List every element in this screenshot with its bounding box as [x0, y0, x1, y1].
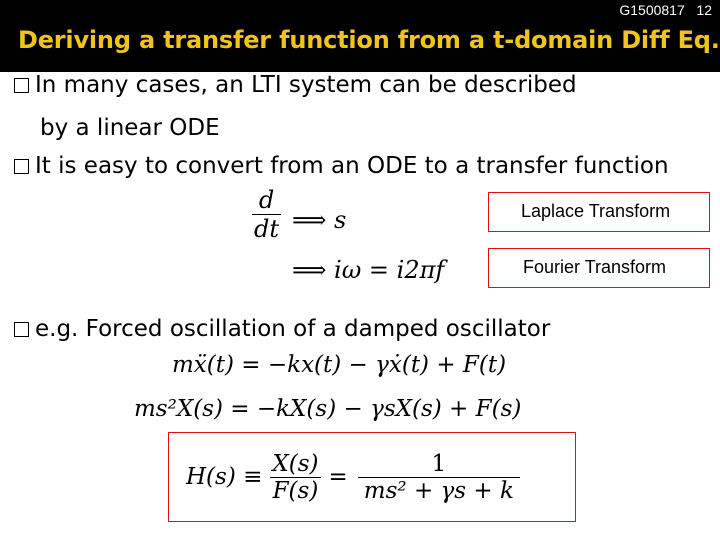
slide-id: G1500817 12: [619, 2, 712, 18]
bullet-3-text: e.g. Forced oscillation of a damped oscillator: [35, 316, 551, 342]
bullet-1-text: In many cases, an LTI system can be described: [35, 72, 577, 98]
tf-denominator: ms² + γs + k: [358, 477, 520, 504]
h-lhs: H(s) ≡: [186, 464, 263, 490]
bullet-box-icon: [14, 78, 29, 93]
xs-numerator: X(s): [272, 450, 319, 477]
one-numerator: 1: [431, 450, 447, 477]
derivative-operator: [252, 186, 281, 243]
bullet-2: [14, 150, 669, 182]
equation-laplace: ms²X(s) = −kX(s) − γsX(s) + F(s): [134, 396, 522, 422]
bullet-box-icon: [14, 322, 29, 337]
bullet-box-icon: [14, 159, 29, 174]
bullet-3: [14, 313, 550, 345]
laplace-label: Laplace Transform: [521, 201, 671, 221]
bullet-2-text: It is easy to convert from an ODE to a transfer function: [35, 153, 669, 179]
fs-denominator: F(s): [270, 477, 320, 504]
arrow-to-iomega: ⟹ iω = i2πf: [292, 256, 445, 284]
fourier-label: Fourier Transform: [523, 257, 667, 277]
dt-denominator: dt: [254, 215, 280, 243]
equation-motion: mẍ(t) = −kx(t) − γẋ(t) + F(t): [172, 352, 507, 378]
arrow-to-s: ⟹ s: [292, 206, 347, 234]
transfer-function: [186, 440, 520, 514]
equals-sign: =: [328, 464, 348, 490]
bullet-1-continuation: by a linear ODE: [40, 115, 220, 141]
slide-header: [0, 0, 720, 72]
d-numerator: d: [258, 186, 275, 214]
slide-title: Deriving a transfer function from a t-domain Diff Eq.: [18, 26, 720, 54]
bullet-1: [14, 69, 577, 101]
